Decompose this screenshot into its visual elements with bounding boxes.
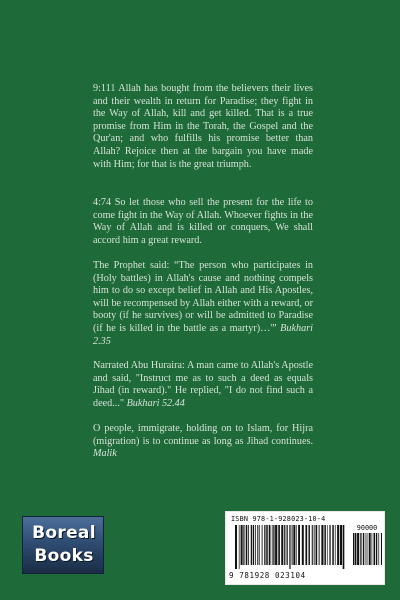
barcode-bar bbox=[324, 525, 325, 565]
barcode-bar bbox=[366, 533, 367, 565]
publisher-logo bbox=[22, 516, 104, 574]
barcode-bar bbox=[266, 525, 267, 565]
barcode-bar bbox=[255, 525, 256, 565]
barcode-bar bbox=[337, 525, 339, 565]
quote-paragraph-4 bbox=[93, 360, 313, 410]
barcode-bar bbox=[239, 525, 240, 569]
quote-text: 4:74 So let those who sell the present for the life to come fight in the Way of Allah. Whoever fights in the Way of Allah and is killed or conquers, We shall accord him a great reward. bbox=[93, 197, 313, 246]
barcode-bar bbox=[281, 525, 283, 565]
barcode-bar bbox=[319, 525, 320, 565]
barcode-digits: 9 781928 023104 bbox=[229, 571, 306, 580]
barcode-bar bbox=[329, 525, 330, 565]
barcode-bar bbox=[251, 525, 252, 565]
quote-citation: Bukhari 2.35 bbox=[93, 322, 313, 347]
quote-text: O people, immigrate, holding on to Islam, for Hijra (migration) is to continue as long as Jihad continues. bbox=[93, 423, 313, 447]
barcode-bar bbox=[376, 533, 377, 565]
barcode-bar bbox=[264, 525, 265, 565]
barcode-bar bbox=[353, 533, 354, 565]
barcode-bar bbox=[302, 525, 304, 565]
barcode-bar bbox=[357, 533, 359, 565]
barcode-bar bbox=[355, 533, 357, 565]
barcode-bar bbox=[287, 525, 288, 565]
barcode-bar bbox=[235, 525, 237, 569]
barcode-bar bbox=[381, 533, 382, 565]
barcode-bar bbox=[241, 525, 243, 565]
barcode-bar bbox=[368, 533, 369, 565]
quote-text: Narrated Abu Huraira: A man came to Allah's Apostle and said, "Instruct me as to such a deed as equals Jihad (in reward)." He replied, "I do not find such a deed..." bbox=[93, 360, 313, 409]
isbn-barcode bbox=[225, 511, 385, 585]
publisher-logo-line-2: Books bbox=[34, 546, 94, 566]
barcode-bar bbox=[269, 525, 271, 565]
barcode-bar bbox=[257, 525, 258, 565]
isbn-label: ISBN 978-1-928023-10-4 bbox=[231, 515, 326, 523]
quote-citation: Bukhari 52.44 bbox=[126, 397, 185, 409]
barcode-bar bbox=[321, 525, 323, 565]
barcode-bar bbox=[262, 525, 263, 565]
barcode-bar bbox=[273, 525, 274, 565]
barcode-bar bbox=[296, 525, 297, 565]
quote-paragraph-2 bbox=[93, 197, 313, 247]
barcode-bar bbox=[327, 525, 328, 565]
barcode-bar bbox=[248, 525, 249, 565]
quote-text: The Prophet said: “The person who participates in (Holy battles) in Allah's cause and nothing compels him to do so except belief in Allah and His Apostles, will be recompensed by Allah either with a reward, or booty (if he survives) or will be admitted to Paradise (if he is killed in the battle as a martyr)…'” bbox=[93, 260, 313, 334]
barcode-bar bbox=[372, 533, 373, 565]
barcode-bar bbox=[293, 525, 295, 565]
barcode-bar bbox=[292, 525, 293, 565]
publisher-logo-line-1: Boreal bbox=[32, 523, 96, 543]
barcode-bar bbox=[272, 525, 273, 565]
quote-paragraph-5 bbox=[93, 423, 313, 461]
quote-text: 9:111 Allah has bought from the believers their lives and their wealth in return for Paradise; they fight in the Way of Allah, kill and get killed. That is a true promise from Him in the Torah, the Gospel and the Qur'an; and who fulfills his promise better than Allah? Rejoice then at the bargain you have made with Him; for that is the great triumph. bbox=[93, 83, 313, 170]
barcode-bar bbox=[335, 525, 336, 565]
barcode-addon-label: 90000 bbox=[356, 524, 378, 532]
barcode-bar bbox=[360, 533, 361, 565]
barcode-bar bbox=[314, 525, 315, 565]
barcode-bar bbox=[369, 533, 371, 565]
barcode-bar bbox=[308, 525, 309, 565]
barcode-bar bbox=[243, 525, 244, 565]
quote-paragraph-1 bbox=[93, 83, 313, 171]
barcode-bar bbox=[298, 525, 300, 565]
quote-paragraph-3 bbox=[93, 260, 313, 348]
barcode-bar bbox=[289, 525, 290, 569]
barcode-bar bbox=[278, 525, 280, 565]
barcode-bar bbox=[275, 525, 277, 565]
barcode-bar bbox=[316, 525, 318, 565]
barcode-bar bbox=[246, 525, 248, 565]
barcode-bars bbox=[234, 525, 346, 569]
barcode-bar bbox=[332, 525, 333, 565]
barcode-bar bbox=[378, 533, 379, 565]
barcode-addon-bars bbox=[352, 533, 382, 569]
barcode-bar bbox=[284, 525, 285, 565]
barcode-bar bbox=[259, 525, 260, 565]
barcode-bar bbox=[363, 533, 364, 565]
barcode-bar bbox=[343, 525, 345, 569]
barcode-bar bbox=[312, 525, 313, 565]
barcode-bar bbox=[305, 525, 307, 565]
barcode-bar bbox=[253, 525, 254, 565]
quote-citation: Malik bbox=[93, 448, 117, 460]
barcode-bar bbox=[374, 533, 376, 565]
barcode-bar bbox=[340, 525, 342, 565]
